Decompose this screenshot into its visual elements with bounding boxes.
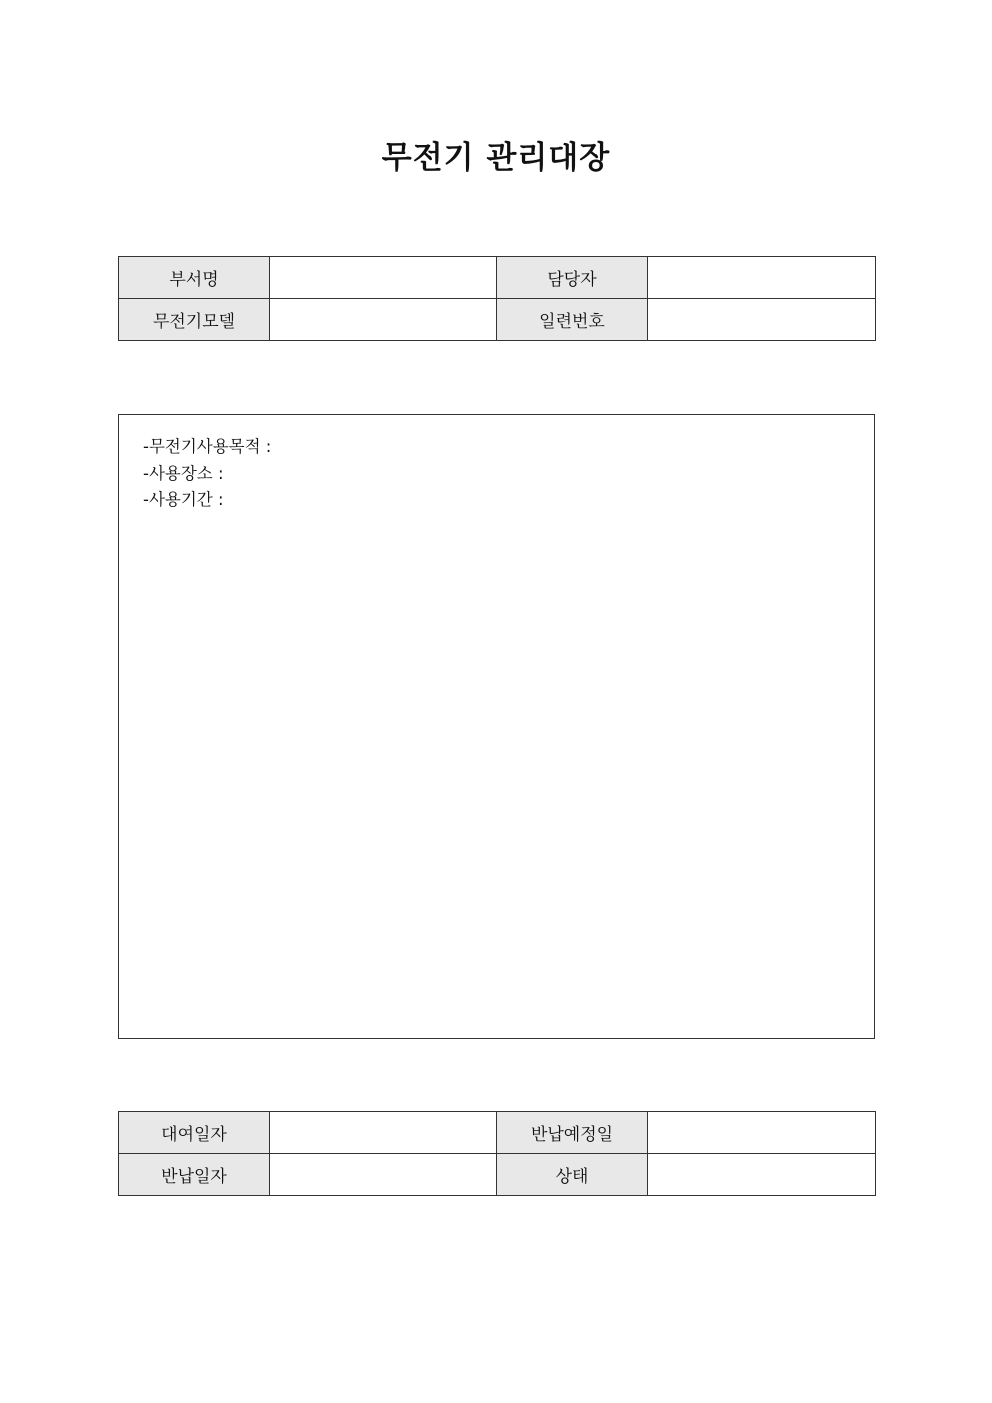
serial-number-field[interactable] xyxy=(648,299,876,341)
expected-return-date-label: 반납예정일 xyxy=(497,1112,648,1154)
status-field[interactable] xyxy=(648,1154,876,1196)
info-table-bottom xyxy=(118,1111,876,1196)
table-row xyxy=(119,257,876,299)
status-label: 상태 xyxy=(497,1154,648,1196)
manager-field[interactable] xyxy=(648,257,876,299)
rental-date-field[interactable] xyxy=(270,1112,497,1154)
serial-number-label: 일련번호 xyxy=(497,299,648,341)
usage-notes-lines xyxy=(143,434,271,514)
table-row xyxy=(119,1112,876,1154)
department-field[interactable] xyxy=(270,257,497,299)
rental-date-label: 대여일자 xyxy=(119,1112,270,1154)
usage-notes-box[interactable] xyxy=(118,414,875,1039)
return-date-field[interactable] xyxy=(270,1154,497,1196)
usage-location-line: -사용장소 : xyxy=(143,463,224,483)
page-title: 무전기 관리대장 xyxy=(381,140,611,176)
usage-purpose-line: -무전기사용목적 : xyxy=(143,437,272,456)
return-date-label: 반납일자 xyxy=(119,1154,270,1196)
usage-period-line: -사용기간 : xyxy=(143,490,224,509)
expected-return-date-field[interactable] xyxy=(648,1112,876,1154)
table-row xyxy=(119,1154,876,1196)
table-row xyxy=(119,299,876,341)
manager-label: 담당자 xyxy=(497,257,648,299)
department-label: 부서명 xyxy=(119,257,270,299)
radio-model-label: 무전기모델 xyxy=(119,299,270,341)
info-table-top xyxy=(118,256,876,341)
radio-model-field[interactable] xyxy=(270,299,497,341)
